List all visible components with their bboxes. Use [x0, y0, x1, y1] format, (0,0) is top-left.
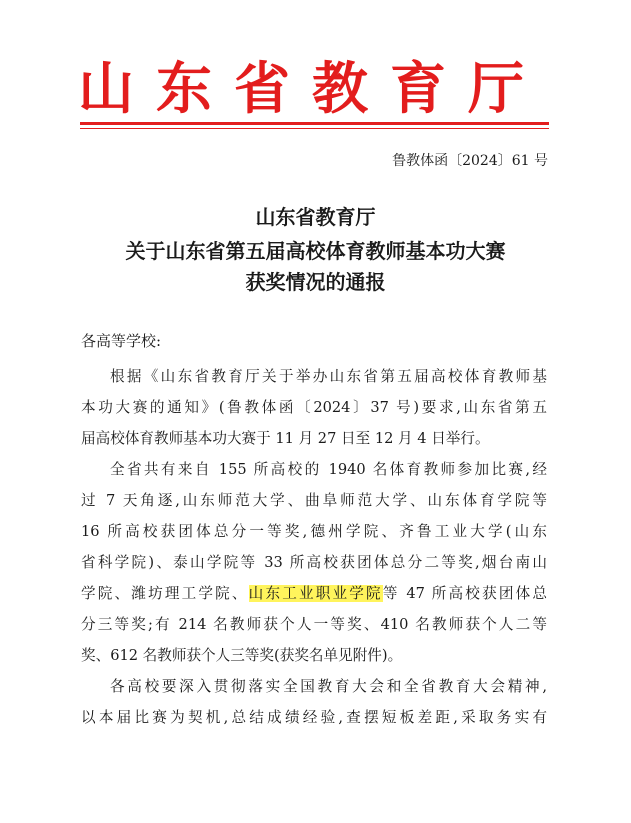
paragraph-1-line: 本功大赛的通知》(鲁教体函〔2024〕37 号)要求,山东省第五	[81, 399, 547, 416]
paragraph-2-line: 分三等奖;有 214 名教师获个人一等奖、410 名教师获个人二等	[81, 616, 547, 633]
paragraph-1-line: 届高校体育教师基本功大赛于 11 月 27 日至 12 月 4 日举行。	[81, 430, 490, 447]
letterhead-rule-thin	[80, 128, 549, 129]
title-line-2: 关于山东省第五届高校体育教师基本功大赛	[125, 239, 506, 263]
paragraph-2-line: 奖、612 名教师获个人三等奖(获奖名单见附件)。	[81, 647, 403, 664]
paragraph-1-line: 根据《山东省教育厅关于举办山东省第五届高校体育教师基	[110, 368, 547, 385]
text-segment: 等 47 所高校获团体总	[382, 585, 547, 602]
paragraph-2-line-highlighted	[81, 584, 547, 604]
paragraph-2-line: 全省共有来自 155 所高校的 1940 名体育教师参加比赛,经	[110, 461, 547, 478]
document-number: 鲁教体函〔2024〕61 号	[392, 153, 548, 169]
highlighted-school-name: 山东工业职业学院	[248, 585, 383, 602]
text-segment: 学院、潍坊理工学院、	[81, 585, 249, 602]
paragraph-3-line: 以本届比赛为契机,总结成绩经验,查摆短板差距,采取务实有	[81, 709, 547, 726]
title-line-3: 获奖情况的通报	[245, 270, 386, 294]
paragraph-2-line: 16 所高校获团体总分一等奖,德州学院、齐鲁工业大学(山东	[81, 523, 547, 540]
salutation: 各高等学校:	[81, 332, 162, 350]
letterhead-org-name: 山东省教育厅	[78, 56, 546, 122]
paragraph-3-line: 各高校要深入贯彻落实全国教育大会和全省教育大会精神,	[110, 678, 547, 695]
title-line-1: 山东省教育厅	[255, 205, 376, 229]
paragraph-2-line: 省科学院)、泰山学院等 33 所高校获团体总分二等奖,烟台南山	[81, 554, 547, 571]
paragraph-2-line: 过 7 天角逐,山东师范大学、曲阜师范大学、山东体育学院等	[81, 492, 547, 509]
letterhead-rule-thick	[80, 122, 549, 125]
